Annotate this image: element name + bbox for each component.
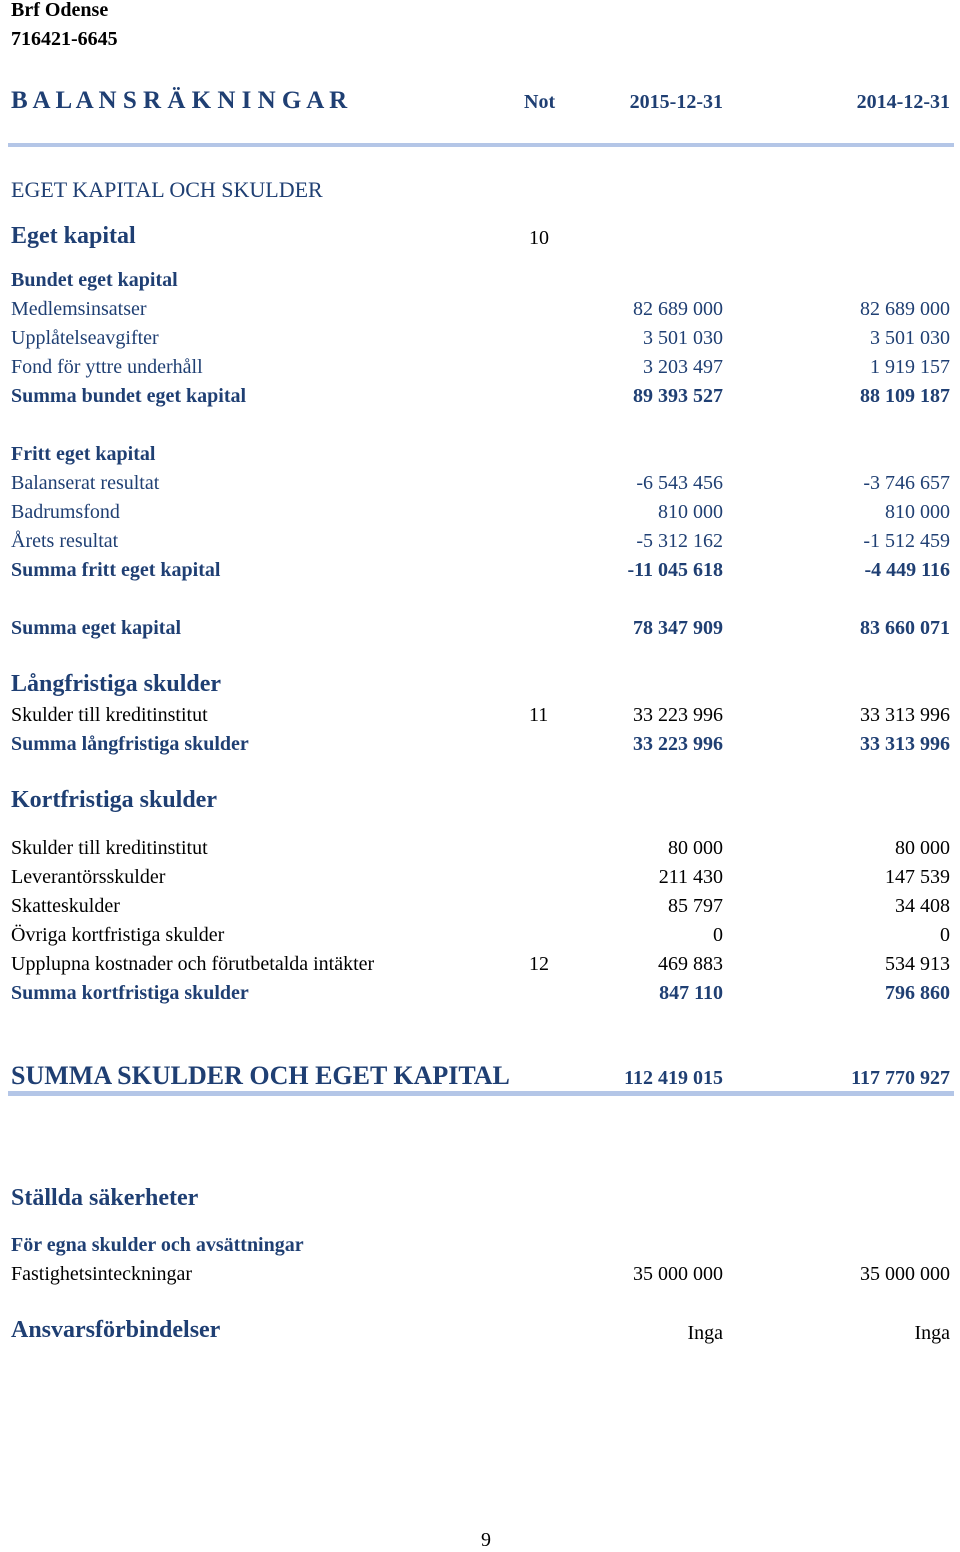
row-value-2015: 35 000 000: [633, 1263, 723, 1285]
row-value-2014: 810 000: [885, 501, 950, 523]
org-number: 716421-6645: [11, 28, 118, 50]
row-value-2014: 3 501 030: [870, 327, 950, 349]
row-value-2015: 211 430: [658, 866, 723, 888]
total-value-2014: 83 660 071: [860, 617, 950, 639]
row-label: Badrumsfond: [11, 501, 120, 523]
eget-kapital-heading: Eget kapital: [11, 223, 136, 249]
grand-total-label: SUMMA SKULDER OCH EGET KAPITAL: [11, 1061, 510, 1090]
grand-total-divider: [8, 1091, 954, 1096]
row-value-2015: 0: [713, 924, 723, 946]
fritt-heading: Fritt eget kapital: [11, 443, 156, 465]
subtotal-value-2015: 89 393 527: [633, 385, 723, 407]
row-value-2014: 34 408: [895, 895, 950, 917]
row-value-2014: 80 000: [895, 837, 950, 859]
row-value-2014: 0: [940, 924, 950, 946]
section-heading: EGET KAPITAL OCH SKULDER: [11, 177, 323, 202]
row-label: Övriga kortfristiga skulder: [11, 924, 225, 946]
stallda-heading: Ställda säkerheter: [11, 1185, 199, 1211]
row-label: Skulder till kreditinstitut: [11, 704, 208, 726]
row-value-2014: 534 913: [885, 953, 950, 975]
subtotal-value-2014: 88 109 187: [860, 385, 950, 407]
grand-total-value-2014: 117 770 927: [851, 1067, 950, 1089]
row-value-2015: -5 312 162: [636, 530, 723, 552]
bundet-heading: Bundet eget kapital: [11, 269, 178, 291]
total-label: Summa eget kapital: [11, 617, 181, 639]
row-label: Fastighetsinteckningar: [11, 1263, 193, 1285]
header-divider: [8, 143, 954, 147]
ansvar-value-2015: Inga: [687, 1322, 723, 1344]
row-note: 11: [529, 704, 549, 726]
row-value-2014: -1 512 459: [863, 530, 950, 552]
row-value-2015: -6 543 456: [636, 472, 723, 494]
subtotal-label: Summa kortfristiga skulder: [11, 982, 249, 1004]
note-column-header: Not: [524, 91, 556, 113]
row-value-2014: 82 689 000: [860, 298, 950, 320]
row-value-2014: 147 539: [885, 866, 950, 888]
grand-total-value-2015: 112 419 015: [624, 1067, 723, 1089]
eget-kapital-note: 10: [529, 227, 549, 249]
page-title: B A L A N S R Ä K N I N G A R: [11, 87, 348, 114]
subtotal-value-2015: -11 045 618: [627, 559, 723, 581]
row-label: Medlemsinsatser: [11, 298, 147, 320]
row-note: 12: [529, 953, 549, 975]
column-header-2014: 2014-12-31: [856, 91, 950, 113]
column-header-2015: 2015-12-31: [629, 91, 723, 113]
row-label: Skulder till kreditinstitut: [11, 837, 208, 859]
langfristiga-heading: Långfristiga skulder: [11, 671, 222, 697]
subtotal-value-2015: 847 110: [659, 982, 723, 1004]
row-value-2015: 3 501 030: [643, 327, 723, 349]
row-value-2014: -3 746 657: [863, 472, 950, 494]
row-value-2015: 469 883: [658, 953, 723, 975]
row-label: Årets resultat: [11, 530, 119, 552]
row-value-2014: 35 000 000: [860, 1263, 950, 1285]
row-value-2015: 80 000: [668, 837, 723, 859]
subtotal-value-2014: 796 860: [885, 982, 950, 1004]
row-value-2015: 82 689 000: [633, 298, 723, 320]
subtotal-label: Summa bundet eget kapital: [11, 385, 247, 407]
row-value-2015: 33 223 996: [633, 704, 723, 726]
row-label: Balanserat resultat: [11, 472, 160, 494]
row-value-2014: 33 313 996: [860, 704, 950, 726]
ansvar-value-2014: Inga: [914, 1322, 950, 1344]
row-value-2015: 810 000: [658, 501, 723, 523]
subtotal-value-2014: 33 313 996: [860, 733, 950, 755]
row-label: Leverantörsskulder: [11, 866, 166, 888]
stallda-subheading: För egna skulder och avsättningar: [11, 1234, 304, 1256]
total-value-2015: 78 347 909: [633, 617, 723, 639]
row-label: Skatteskulder: [11, 895, 120, 917]
org-name: Brf Odense: [11, 0, 109, 21]
row-value-2014: 1 919 157: [870, 356, 950, 378]
ansvar-heading: Ansvarsförbindelser: [11, 1317, 221, 1343]
subtotal-label: Summa fritt eget kapital: [11, 559, 221, 581]
page-number: 9: [481, 1529, 491, 1551]
row-value-2015: 3 203 497: [643, 356, 723, 378]
subtotal-value-2014: -4 449 116: [864, 559, 950, 581]
subtotal-value-2015: 33 223 996: [633, 733, 723, 755]
subtotal-label: Summa långfristiga skulder: [11, 733, 249, 755]
row-label: Upplupna kostnader och förutbetalda intäkter: [11, 953, 375, 975]
row-value-2015: 85 797: [668, 895, 723, 917]
kortfristiga-heading: Kortfristiga skulder: [11, 787, 217, 813]
row-label: Fond för yttre underhåll: [11, 356, 203, 378]
row-label: Upplåtelseavgifter: [11, 327, 159, 349]
